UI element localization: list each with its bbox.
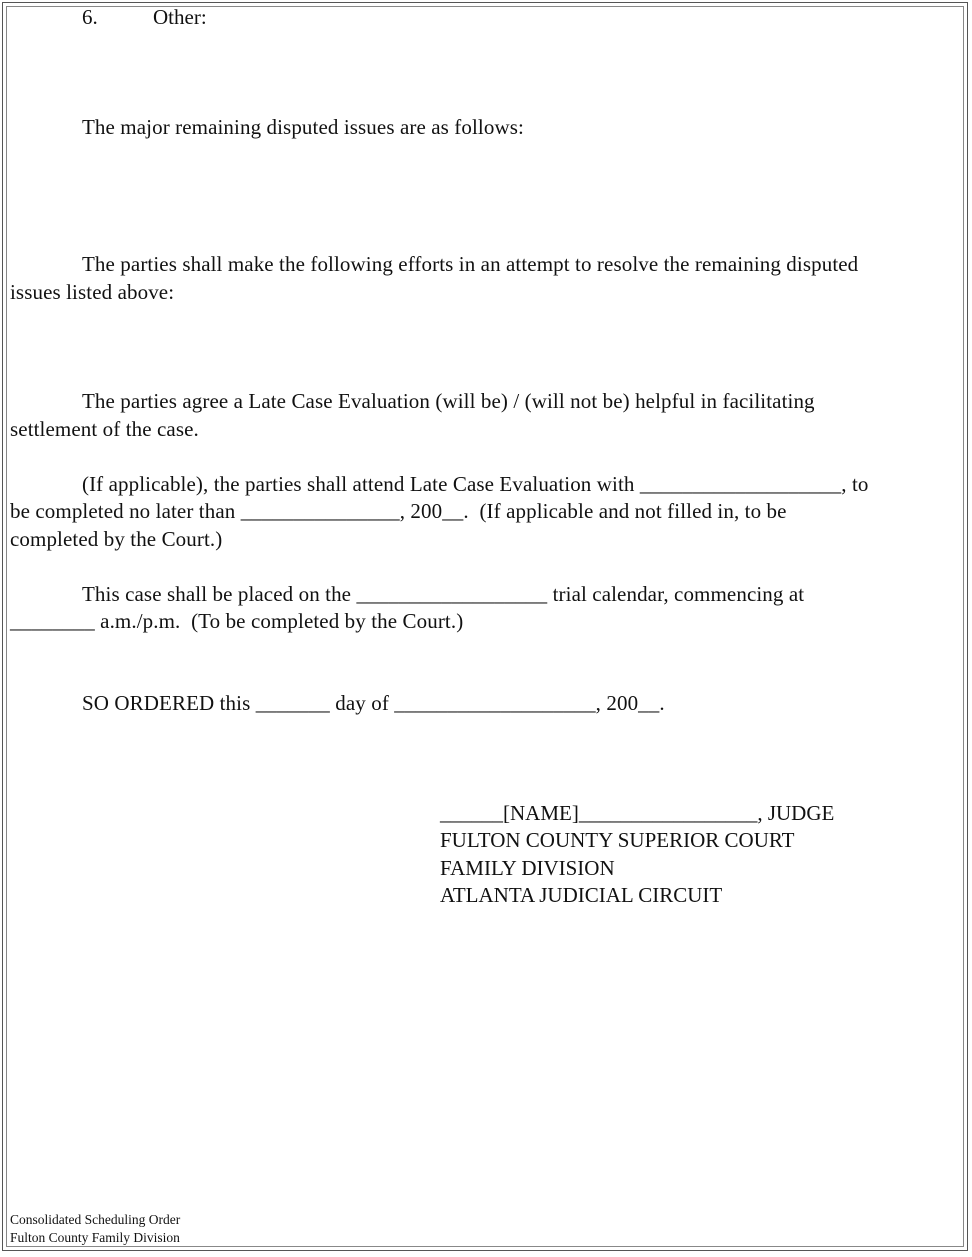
item-label: Other: — [153, 5, 207, 29]
so-ordered-line: SO ORDERED this _______ day of ___________________, 200__. — [82, 691, 665, 715]
applicable-paragraph-line2: be completed no later than _______________, 200__. (If applicable and not filled in, to be — [10, 499, 787, 523]
division-name: FAMILY DIVISION — [440, 856, 615, 880]
footer-line1: Consolidated Scheduling Order — [10, 1212, 181, 1227]
circuit-name: ATLANTA JUDICIAL CIRCUIT — [440, 883, 723, 907]
document-page — [2, 2, 968, 1251]
efforts-paragraph-line2: issues listed above: — [10, 280, 175, 304]
trial-paragraph-line2: ________ a.m./p.m. (To be completed by the Court.) — [10, 609, 464, 633]
item-number: 6. — [82, 5, 98, 29]
disputed-issues-paragraph: The major remaining disputed issues are as follows: — [82, 115, 524, 139]
footer-line2: Fulton County Family Division — [10, 1230, 180, 1245]
judge-signature-line: ______[NAME]_________________, JUDGE — [440, 801, 835, 825]
court-name: FULTON COUNTY SUPERIOR COURT — [440, 828, 795, 852]
applicable-paragraph-line1: (If applicable), the parties shall attend Late Case Evaluation with ___________________, to — [82, 472, 869, 496]
efforts-paragraph-line1: The parties shall make the following efforts in an attempt to resolve the remaining disputed — [82, 252, 859, 276]
applicable-paragraph-line3: completed by the Court.) — [10, 527, 223, 551]
evaluation-paragraph-line2: settlement of the case. — [10, 417, 199, 441]
evaluation-paragraph-line1: The parties agree a Late Case Evaluation (will be) / (will not be) helpful in facilitating — [82, 389, 815, 413]
trial-paragraph-line1: This case shall be placed on the __________________ trial calendar, commencing at — [82, 582, 805, 606]
